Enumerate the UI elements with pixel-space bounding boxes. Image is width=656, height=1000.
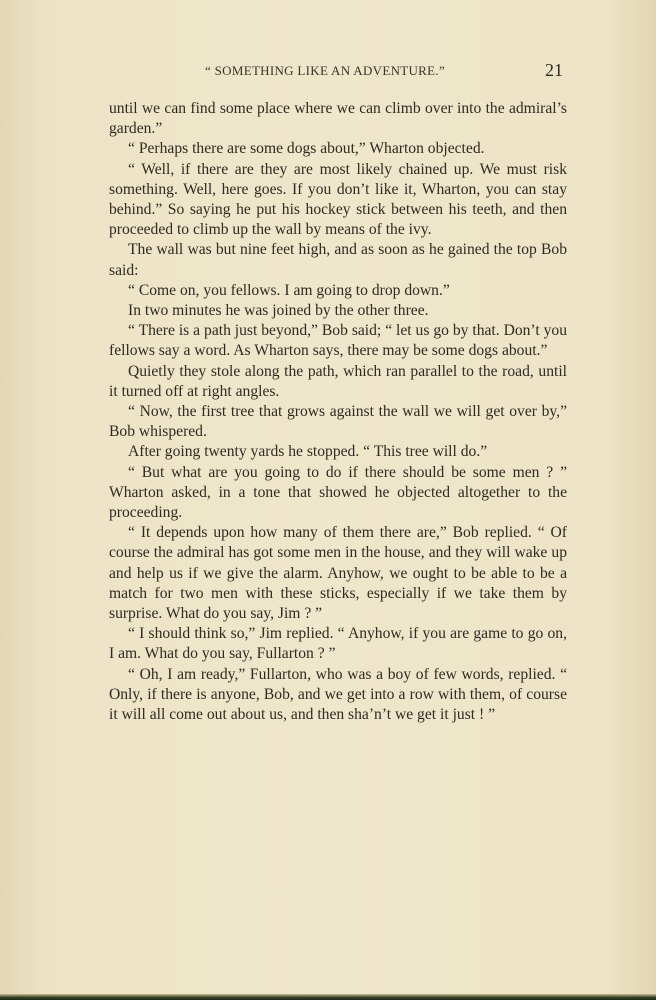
paragraph: “ Perhaps there are some dogs about,” Wharton objected.	[128, 140, 485, 158]
paragraph: Quietly they stole along the path, which ran parallel to the road, until it turned off at right angles.	[109, 362, 567, 400]
paragraph: “ Now, the first tree that grows against the wall we will get over by,” Bob whispered.	[109, 403, 567, 441]
paragraph: “ It depends upon how many of them there are,” Bob replied. “ Of course the admiral has got some men in the house, and they will wake up and help us if we give the alarm. Anyhow, we ought to be able to be a match for two men with these sticks, especially if we take them by surprise. What do you say, Jim ? ”	[109, 524, 567, 623]
paragraph: In two minutes he was joined by the other three.	[128, 302, 429, 320]
running-head	[0, 60, 656, 84]
page-edge	[0, 994, 656, 1000]
paragraph: The wall was but nine feet high, and as soon as he gained the top Bob said:	[109, 241, 567, 279]
paragraph: “ Oh, I am ready,” Fullarton, who was a boy of few words, replied. “ Only, if there is anyone, Bob, and we get into a row with them, of course it will all come out about us, and then sha’n’t we get it just ! ”	[109, 665, 567, 724]
paragraph: until we can find some place where we can climb over into the admiral’s garden.”	[109, 100, 567, 138]
paragraph: “ I should think so,” Jim replied. “ Anyhow, if you are game to go on, I am. What do you say, Fullarton ? ”	[109, 625, 567, 663]
paragraph: “ Come on, you fellows. I am going to drop down.”	[128, 281, 450, 299]
paragraph: “ But what are you going to do if there should be some men ? ” Wharton asked, in a tone that showed he objected altogether to the proceeding.	[109, 463, 567, 522]
paragraph: “ There is a path just beyond,” Bob said; “ let us go by that. Don’t you fellows say a word. As Wharton says, there may be some dogs about.”	[109, 322, 567, 360]
paragraph: After going twenty yards he stopped. “ This tree will do.”	[128, 443, 488, 461]
body-text	[109, 99, 567, 725]
paragraph: “ Well, if there are they are most likely chained up. We must risk something. Well, here goes. If you don’t like it, Wharton, you can stay behind.” So saying he put his hockey stick between his teeth, and then proceeded to climb up the wall by means of the ivy.	[109, 160, 567, 239]
page-number: 21	[545, 60, 563, 80]
running-title: “ SOMETHING LIKE AN ADVENTURE.”	[205, 63, 446, 78]
